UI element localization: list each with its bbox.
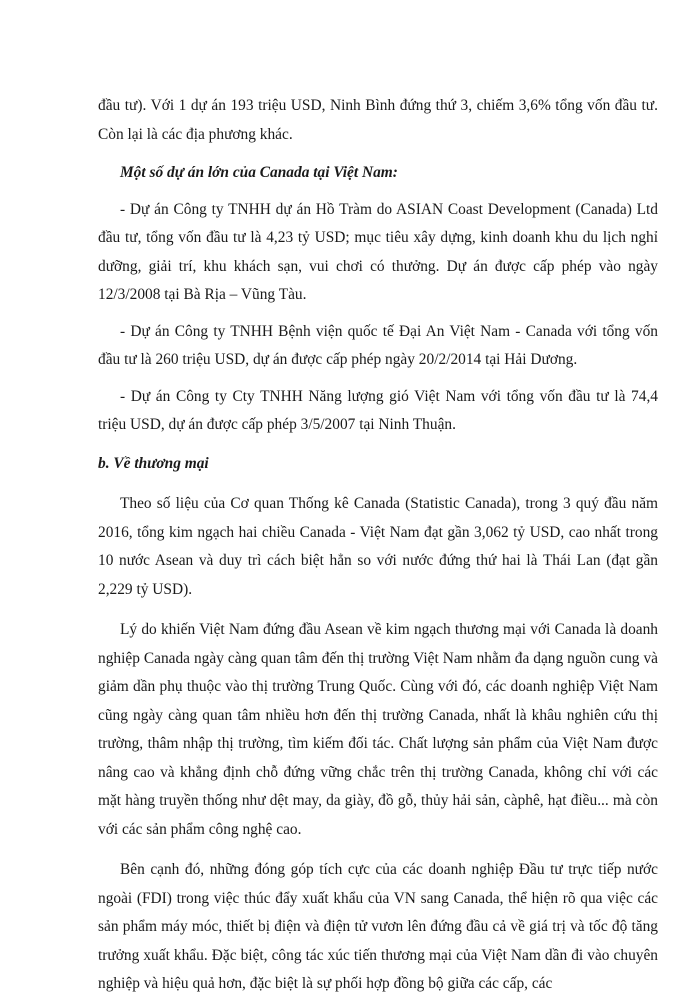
project-item-hotram: - Dự án Công ty TNHH dự án Hồ Tràm do ASIAN Coast Development (Canada) Ltd đầu tư, tổng vốn đầu tư là 4,23 tỷ USD; mục tiêu xây dựng, kinh doanh khu du lịch nghỉ dưỡng, giải trí, khu khách sạn, vui chơi có thưởng. Dự án được cấp phép vào ngày 12/3/2008 tại Bà Rịa – Vũng Tàu. [98, 200, 658, 303]
trade-paragraph-fdi: Bên cạnh đó, những đóng góp tích cực của các doanh nghiệp Đầu tư trực tiếp nước ngoài (FDI) trong việc thúc đẩy xuất khẩu của VN sang Canada, thể hiện rõ qua việc các sản phẩm máy móc, thiết bị điện và điện tử vươn lên đứng đầu cả về giá trị và tốc độ tăng trưởng xuất khẩu. Đặc biệt, công tác xúc tiến thương mại của Việt Nam dần đi vào chuyên nghiệp và hiệu quả hơn, đặc biệt là sự phối hợp đồng bộ giữa các cấp, các [98, 861, 658, 992]
intro-paragraph: đầu tư). Với 1 dự án 193 triệu USD, Ninh Bình đứng thứ 3, chiếm 3,6% tổng vốn đầu tư. Còn lại là các địa phương khác. [98, 97, 658, 143]
trade-heading: b. Về thương mại [98, 454, 209, 472]
project-item-wind-energy: - Dự án Công ty Cty TNHH Năng lượng gió Việt Nam với tổng vốn đầu tư là 74,4 triệu USD, dự án được cấp phép 3/5/2007 tại Ninh Thuận. [98, 387, 658, 433]
document-page [98, 92, 658, 999]
projects-heading: Một số dự án lớn của Canada tại Việt Nam: [120, 164, 398, 181]
project-item-hospital: - Dự án Công ty TNHH Bệnh viện quốc tế Đại An Việt Nam - Canada với tổng vốn đầu tư là 260 triệu USD, dự án được cấp phép ngày 20/2/2014 tại Hải Dương. [98, 322, 658, 368]
trade-paragraph-statistics: Theo số liệu của Cơ quan Thống kê Canada (Statistic Canada), trong 3 quý đầu năm 2016, tổng kim ngạch hai chiều Canada - Việt Nam đạt gần 3,062 tỷ USD, cao nhất trong 10 nước Asean và duy trì cách biệt hẳn so với nước đứng thứ hai là Thái Lan (đạt gần 2,229 tỷ USD). [98, 495, 658, 598]
trade-paragraph-reasons: Lý do khiến Việt Nam đứng đầu Asean về kim ngạch thương mại với Canada là doanh nghiệp Canada ngày càng quan tâm đến thị trường Việt Nam nhằm đa dạng nguồn cung và giảm dần phụ thuộc vào thị trường Trung Quốc. Cùng với đó, các doanh nghiệp Việt Nam cũng ngày càng quan tâm nhiều hơn đến thị trường Canada, nhất là khâu nghiên cứu thị trường, thâm nhập thị trường, tìm kiếm đối tác. Chất lượng sản phẩm của Việt Nam được nâng cao và khẳng định chỗ đứng vững chắc trên thị trường Canada, không chỉ với các mặt hàng truyền thống như dệt may, da giày, đồ gỗ, thủy hải sản, càphê, hạt điều... mà còn với các sản phẩm công nghệ cao. [98, 621, 658, 838]
